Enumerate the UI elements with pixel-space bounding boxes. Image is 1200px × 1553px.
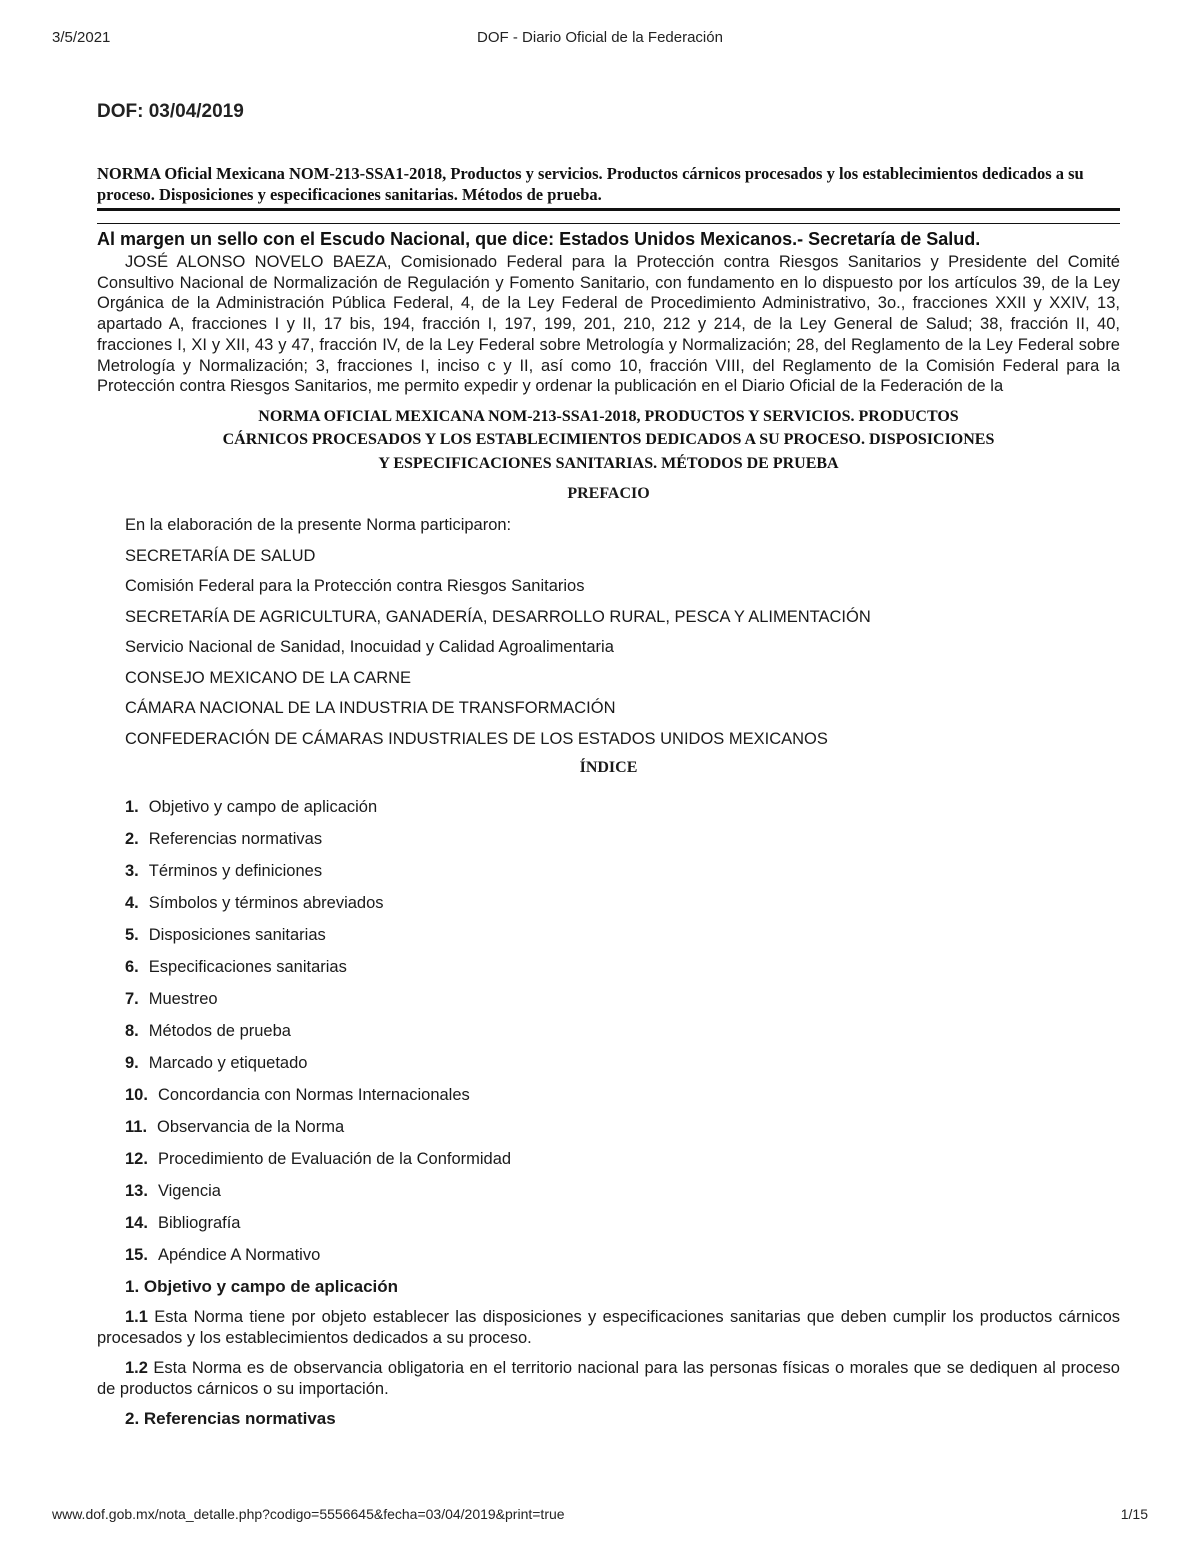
indice-label: Símbolos y términos abreviados xyxy=(148,894,384,913)
indice-item xyxy=(97,1149,1120,1181)
norma-title: NORMA Oficial Mexicana NOM-213-SSA1-2018, Productos y servicios. Productos cárnicos procesados y los establecimientos dedicados a su proceso. Disposiciones y especificaciones sanitarias. Métodos de prueba. xyxy=(97,163,1120,211)
indice-label: Disposiciones sanitarias xyxy=(148,926,326,945)
indice-item xyxy=(97,829,1120,861)
indice-label: Objetivo y campo de aplicación xyxy=(148,798,378,817)
center-title-line: Y ESPECIFICACIONES SANITARIAS. MÉTODOS DE PRUEBA xyxy=(378,454,839,472)
indice-label: Bibliografía xyxy=(157,1214,241,1233)
list-item: Comisión Federal para la Protección contra Riesgos Sanitarios xyxy=(125,577,585,596)
paragraph xyxy=(97,1358,1120,1399)
indice-label: Métodos de prueba xyxy=(148,1022,291,1041)
indice-item xyxy=(97,989,1120,1021)
indice-item xyxy=(97,861,1120,893)
indice-item xyxy=(97,1213,1120,1245)
indice-label: Marcado y etiquetado xyxy=(148,1054,308,1073)
indice-number: 14. xyxy=(125,1214,148,1233)
paragraph-number: 1.1 xyxy=(125,1308,148,1327)
indice-number: 11. xyxy=(125,1118,148,1137)
indice-number: 2. xyxy=(125,830,139,849)
print-footer xyxy=(52,1506,1148,1526)
print-date: 3/5/2021 xyxy=(52,29,111,46)
print-header xyxy=(52,29,1148,49)
indice-item xyxy=(97,957,1120,989)
paragraph-text: Esta Norma tiene por objeto establecer las disposiciones y especificaciones sanitarias que deben cumplir los productos cárnicos procesados y los establecimientos dedicados a su proceso. xyxy=(97,1308,1120,1347)
list-item: CONSEJO MEXICANO DE LA CARNE xyxy=(125,668,412,687)
prefacio-heading: PREFACIO xyxy=(567,485,650,503)
indice-number: 8. xyxy=(125,1022,139,1041)
indice-number: 10. xyxy=(125,1086,148,1105)
indice-label: Especificaciones sanitarias xyxy=(148,958,347,977)
print-page-title: DOF - Diario Oficial de la Federación xyxy=(477,29,723,46)
list-item: CONFEDERACIÓN DE CÁMARAS INDUSTRIALES DE LOS ESTADOS UNIDOS MEXICANOS xyxy=(125,729,828,748)
indice-item xyxy=(97,1021,1120,1053)
indice-label: Concordancia con Normas Internacionales xyxy=(157,1086,470,1105)
list-item: SECRETARÍA DE SALUD xyxy=(125,546,316,565)
indice-list xyxy=(97,797,1120,1277)
indice-item xyxy=(97,1053,1120,1085)
divider xyxy=(97,223,1120,224)
list-item: Servicio Nacional de Sanidad, Inocuidad y Calidad Agroalimentaria xyxy=(125,638,614,657)
section-heading: 1. Objetivo y campo de aplicación xyxy=(125,1277,399,1297)
indice-number: 15. xyxy=(125,1246,148,1265)
indice-item xyxy=(97,925,1120,957)
indice-heading: ÍNDICE xyxy=(579,759,638,777)
indice-number: 5. xyxy=(125,926,139,945)
indice-label: Términos y definiciones xyxy=(148,862,323,881)
participants-list xyxy=(97,515,1120,759)
document-body xyxy=(97,101,1120,1439)
indice-item xyxy=(97,1085,1120,1117)
indice-item xyxy=(97,797,1120,829)
indice-label: Observancia de la Norma xyxy=(157,1118,345,1137)
intro-paragraph: JOSÉ ALONSO NOVELO BAEZA, Comisionado Federal para la Protección contra Riesgos Sanitarios y Presidente del Comité Consultivo Nacional de Normalización de Regulación y Fomento Sanitario, con fundamento en lo dispuesto por los artículos 39, de la Ley Orgánica de la Administración Pública Federal, 4, de la Ley Federal de Procedimiento Administrativo, 3o., fracciones XXII y XXIV, 13, apartado A, fracciones I y II, 17 bis, 194, fracción I, 197, 199, 201, 210, 212 y 214, de la Ley General de Salud; 38, fracción II, 40, fracciones I, XI y XII, 43 y 47, fracción IV, de la Ley Federal sobre Metrología y Normalización; 28, del Reglamento de la Ley Federal sobre Metrología y Normalización; 3, fracciones I, inciso c y II, así como 10, fracción VIII, del Reglamento de la Comisión Federal para la Protección contra Riesgos Sanitarios, me permito expedir y ordenar la publicación en el Diario Oficial de la Federación de la xyxy=(97,253,1120,396)
center-title-line: NORMA OFICIAL MEXICANA NOM-213-SSA1-2018, PRODUCTOS Y SERVICIOS. PRODUCTOS xyxy=(258,407,959,425)
indice-number: 3. xyxy=(125,862,139,881)
margin-note: Al margen un sello con el Escudo Nacional, que dice: Estados Unidos Mexicanos.- Secretaría de Salud. xyxy=(97,229,981,249)
indice-label: Procedimiento de Evaluación de la Conformidad xyxy=(157,1150,512,1169)
indice-number: 7. xyxy=(125,990,139,1009)
indice-item xyxy=(97,1181,1120,1213)
paragraph-number: 1.2 xyxy=(125,1359,148,1378)
print-url: www.dof.gob.mx/nota_detalle.php?codigo=5556645&fecha=03/04/2019&print=true xyxy=(52,1506,565,1522)
indice-number: 9. xyxy=(125,1054,139,1073)
indice-number: 4. xyxy=(125,894,139,913)
indice-label: Vigencia xyxy=(157,1182,221,1201)
center-title-line: CÁRNICOS PROCESADOS Y LOS ESTABLECIMIENTOS DEDICADOS A SU PROCESO. DISPOSICIONES xyxy=(222,431,995,449)
list-item: En la elaboración de la presente Norma participaron: xyxy=(125,516,512,535)
indice-number: 13. xyxy=(125,1182,148,1201)
indice-label: Muestreo xyxy=(148,990,218,1009)
indice-label: Apéndice A Normativo xyxy=(157,1246,321,1265)
dof-date: DOF: 03/04/2019 xyxy=(97,101,244,122)
list-item: CÁMARA NACIONAL DE LA INDUSTRIA DE TRANSFORMACIÓN xyxy=(125,699,616,718)
indice-number: 1. xyxy=(125,798,139,817)
list-item: SECRETARÍA DE AGRICULTURA, GANADERÍA, DESARROLLO RURAL, PESCA Y ALIMENTACIÓN xyxy=(125,607,871,626)
indice-item xyxy=(97,1117,1120,1149)
section-heading: 2. Referencias normativas xyxy=(125,1409,336,1429)
indice-item xyxy=(97,1245,1120,1277)
paragraph-text: Esta Norma es de observancia obligatoria en el territorio nacional para las personas físicas o morales que se dediquen al proceso de productos cárnicos o su importación. xyxy=(97,1359,1120,1398)
page-number: 1/15 xyxy=(1120,1506,1148,1522)
paragraph xyxy=(97,1307,1120,1348)
indice-number: 12. xyxy=(125,1150,148,1169)
indice-number: 6. xyxy=(125,958,139,977)
indice-label: Referencias normativas xyxy=(148,830,323,849)
norma-center-title xyxy=(97,405,1120,476)
indice-item xyxy=(97,893,1120,925)
